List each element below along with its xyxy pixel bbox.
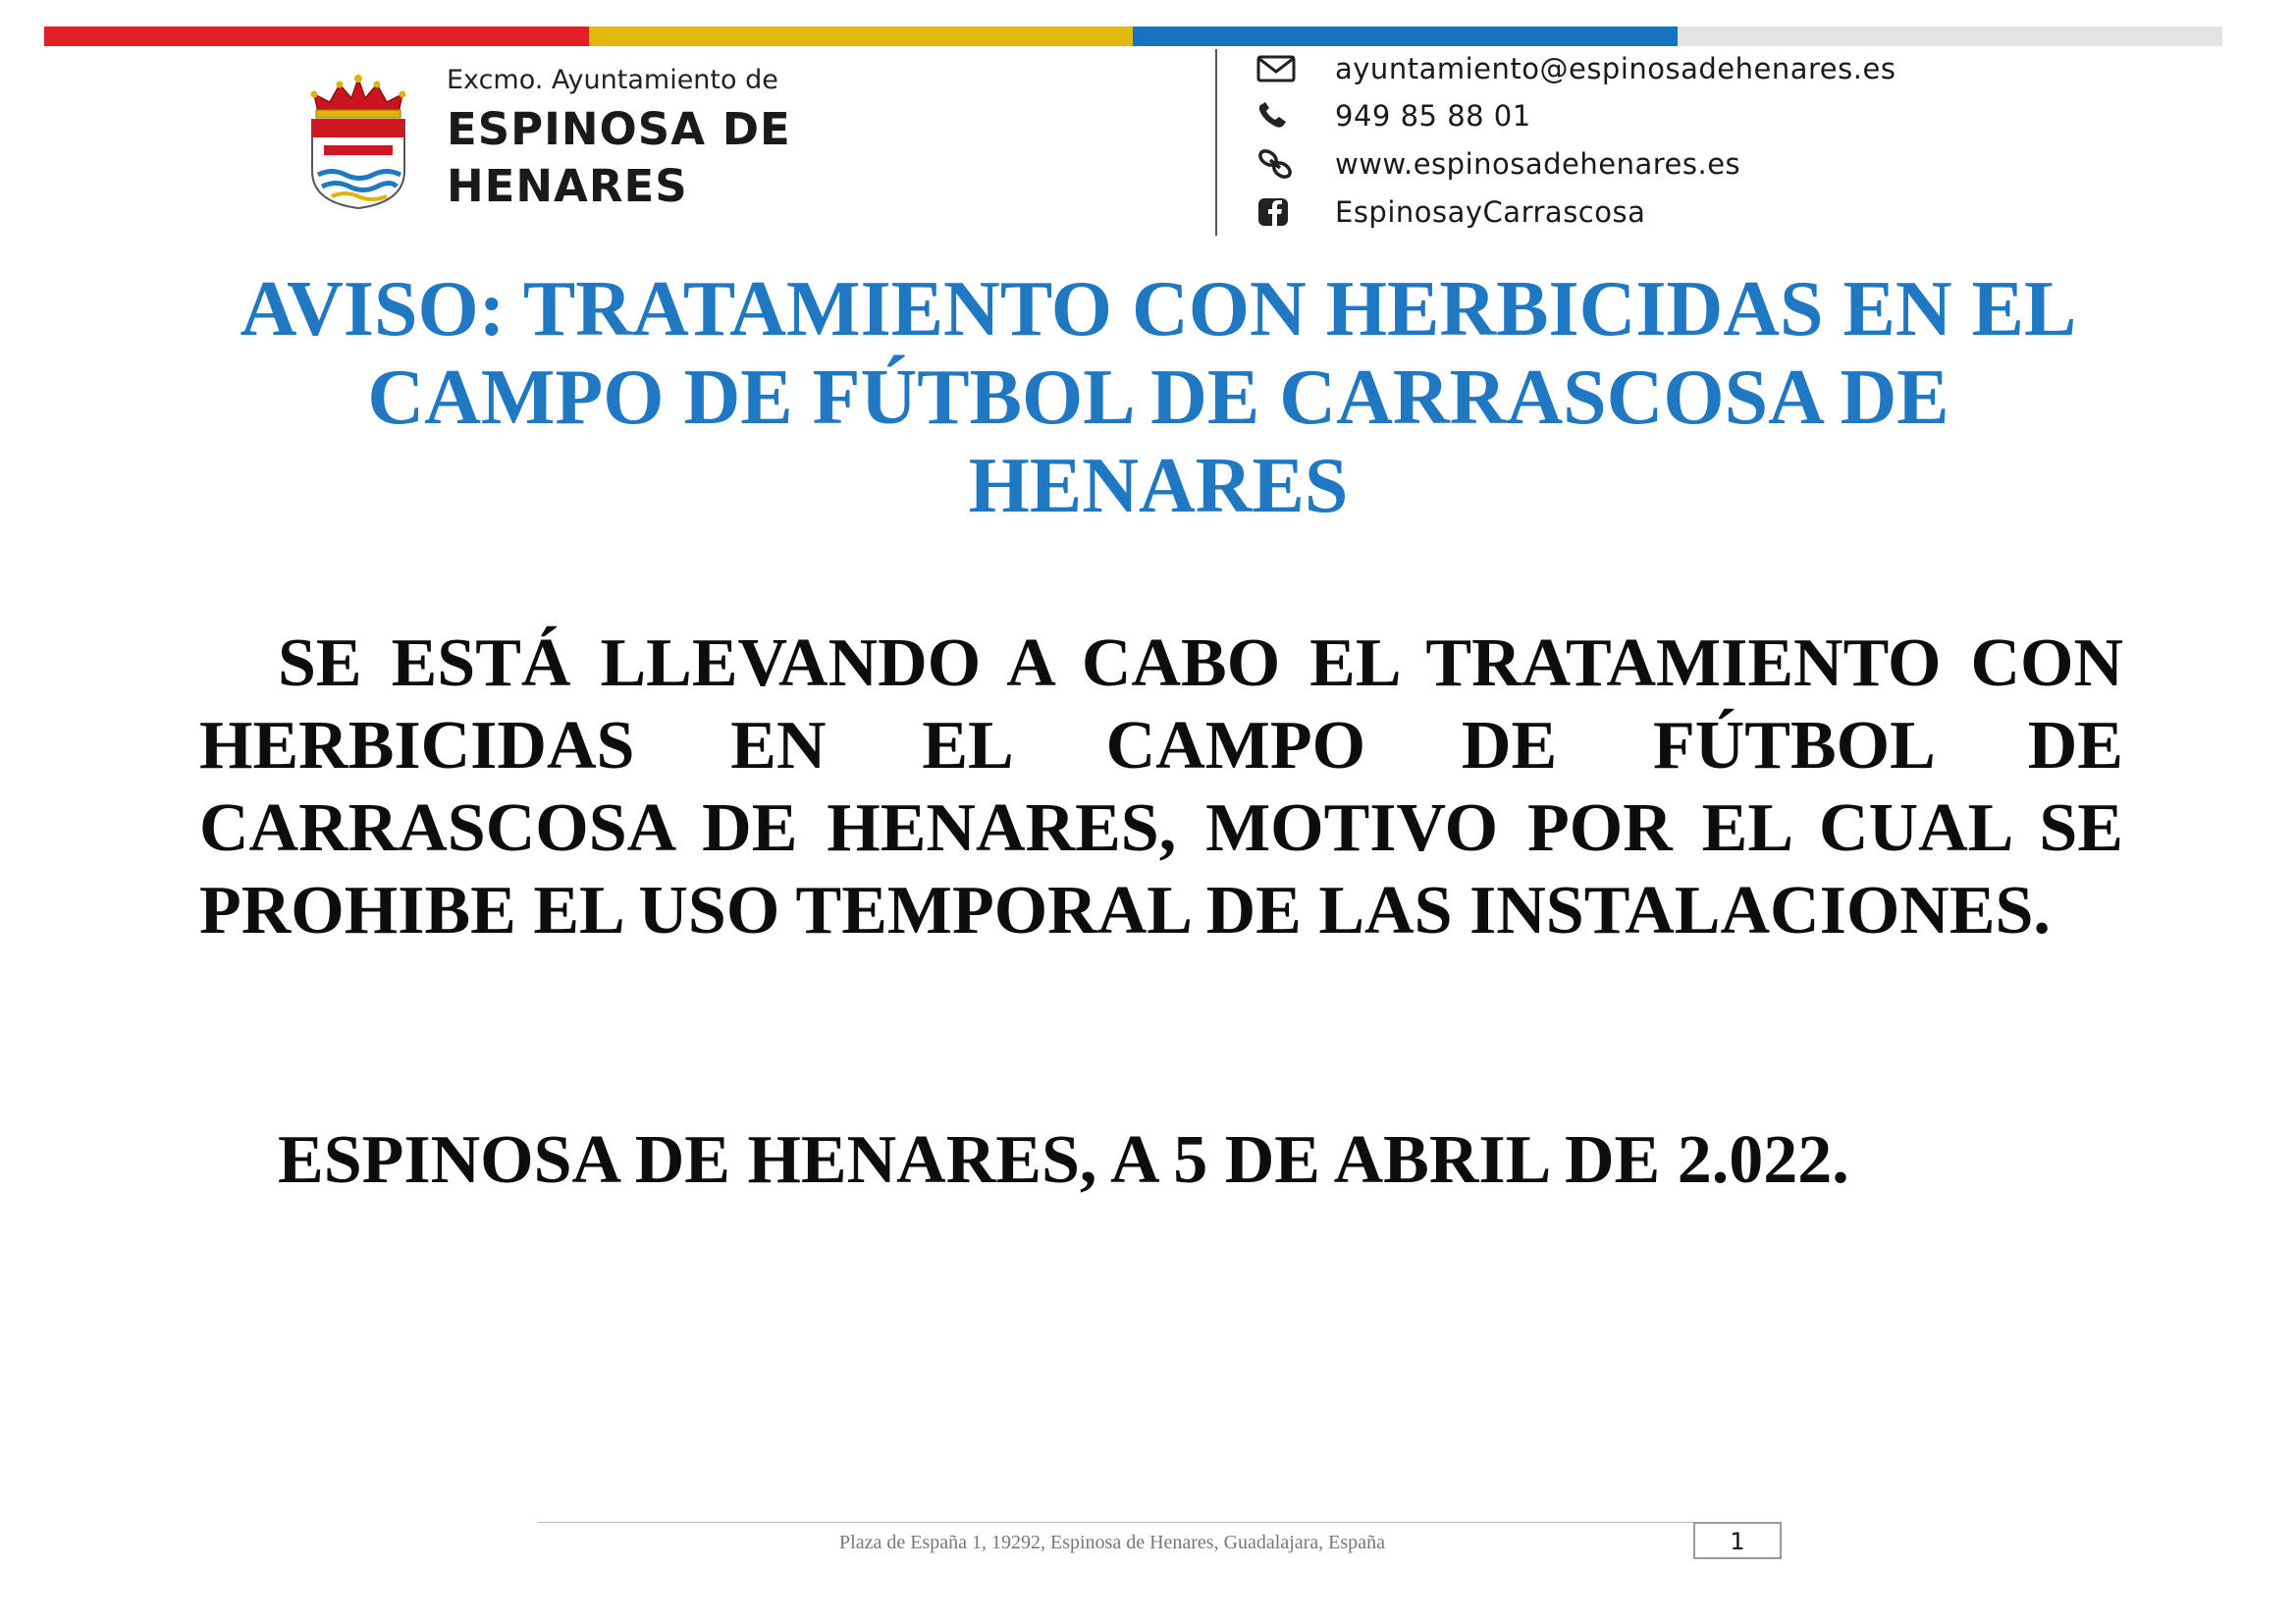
notice-date-line: ESPINOSA DE HENARES, A 5 DE ABRIL DE 2.022. bbox=[278, 1122, 1849, 1198]
title-line: HENARES bbox=[968, 443, 1349, 529]
contact-facebook bbox=[1256, 194, 1645, 230]
title-line: AVISO: TRATAMIENTO CON HERBICIDAS EN EL bbox=[240, 266, 2077, 352]
notice-title bbox=[157, 265, 2160, 530]
website-link[interactable]: www.espinosadehenares.es bbox=[1335, 147, 1741, 181]
stripe-red bbox=[44, 27, 589, 46]
footer-address: Plaza de España 1, 19292, Espinosa de Henares, Guadalajara, España bbox=[839, 1532, 1385, 1553]
notice-body: SE ESTÁ LLEVANDO A CABO EL TRATAMIENTO CON HERBICIDAS EN EL CAMPO DE FÚTBOL DE CARRASCOSA DE HENARES, MOTIVO POR EL CUAL SE PROHIBE EL USO TEMPORAL DE LAS INSTALACIONES. bbox=[199, 625, 2123, 948]
facebook-link[interactable]: EspinosayCarrascosa bbox=[1335, 195, 1646, 229]
stripe-grey bbox=[1678, 27, 2222, 46]
email-link[interactable]: ayuntamiento@espinosadehenares.es bbox=[1335, 52, 1896, 85]
phone-number[interactable]: 949 85 88 01 bbox=[1335, 99, 1531, 133]
org-prefix: Excmo. Ayuntamiento de bbox=[447, 65, 778, 95]
contact-phone bbox=[1256, 98, 1531, 134]
link-icon bbox=[1256, 147, 1298, 181]
page-number: 1 bbox=[1693, 1522, 1782, 1559]
contact-website bbox=[1256, 146, 1740, 182]
contact-email bbox=[1256, 51, 1896, 86]
header-divider bbox=[1215, 49, 1217, 236]
footer-divider bbox=[538, 1522, 1782, 1523]
title-line: CAMPO DE FÚTBOL DE CARRASCOSA DE bbox=[367, 354, 1949, 441]
stripe-yellow bbox=[589, 27, 1133, 46]
phone-icon bbox=[1256, 99, 1298, 133]
stripe-blue bbox=[1133, 27, 1678, 46]
org-name: ESPINOSA DE HENARES bbox=[447, 103, 791, 212]
facebook-icon bbox=[1256, 195, 1298, 229]
envelope-icon bbox=[1256, 52, 1298, 85]
coat-of-arms-icon bbox=[304, 73, 412, 210]
